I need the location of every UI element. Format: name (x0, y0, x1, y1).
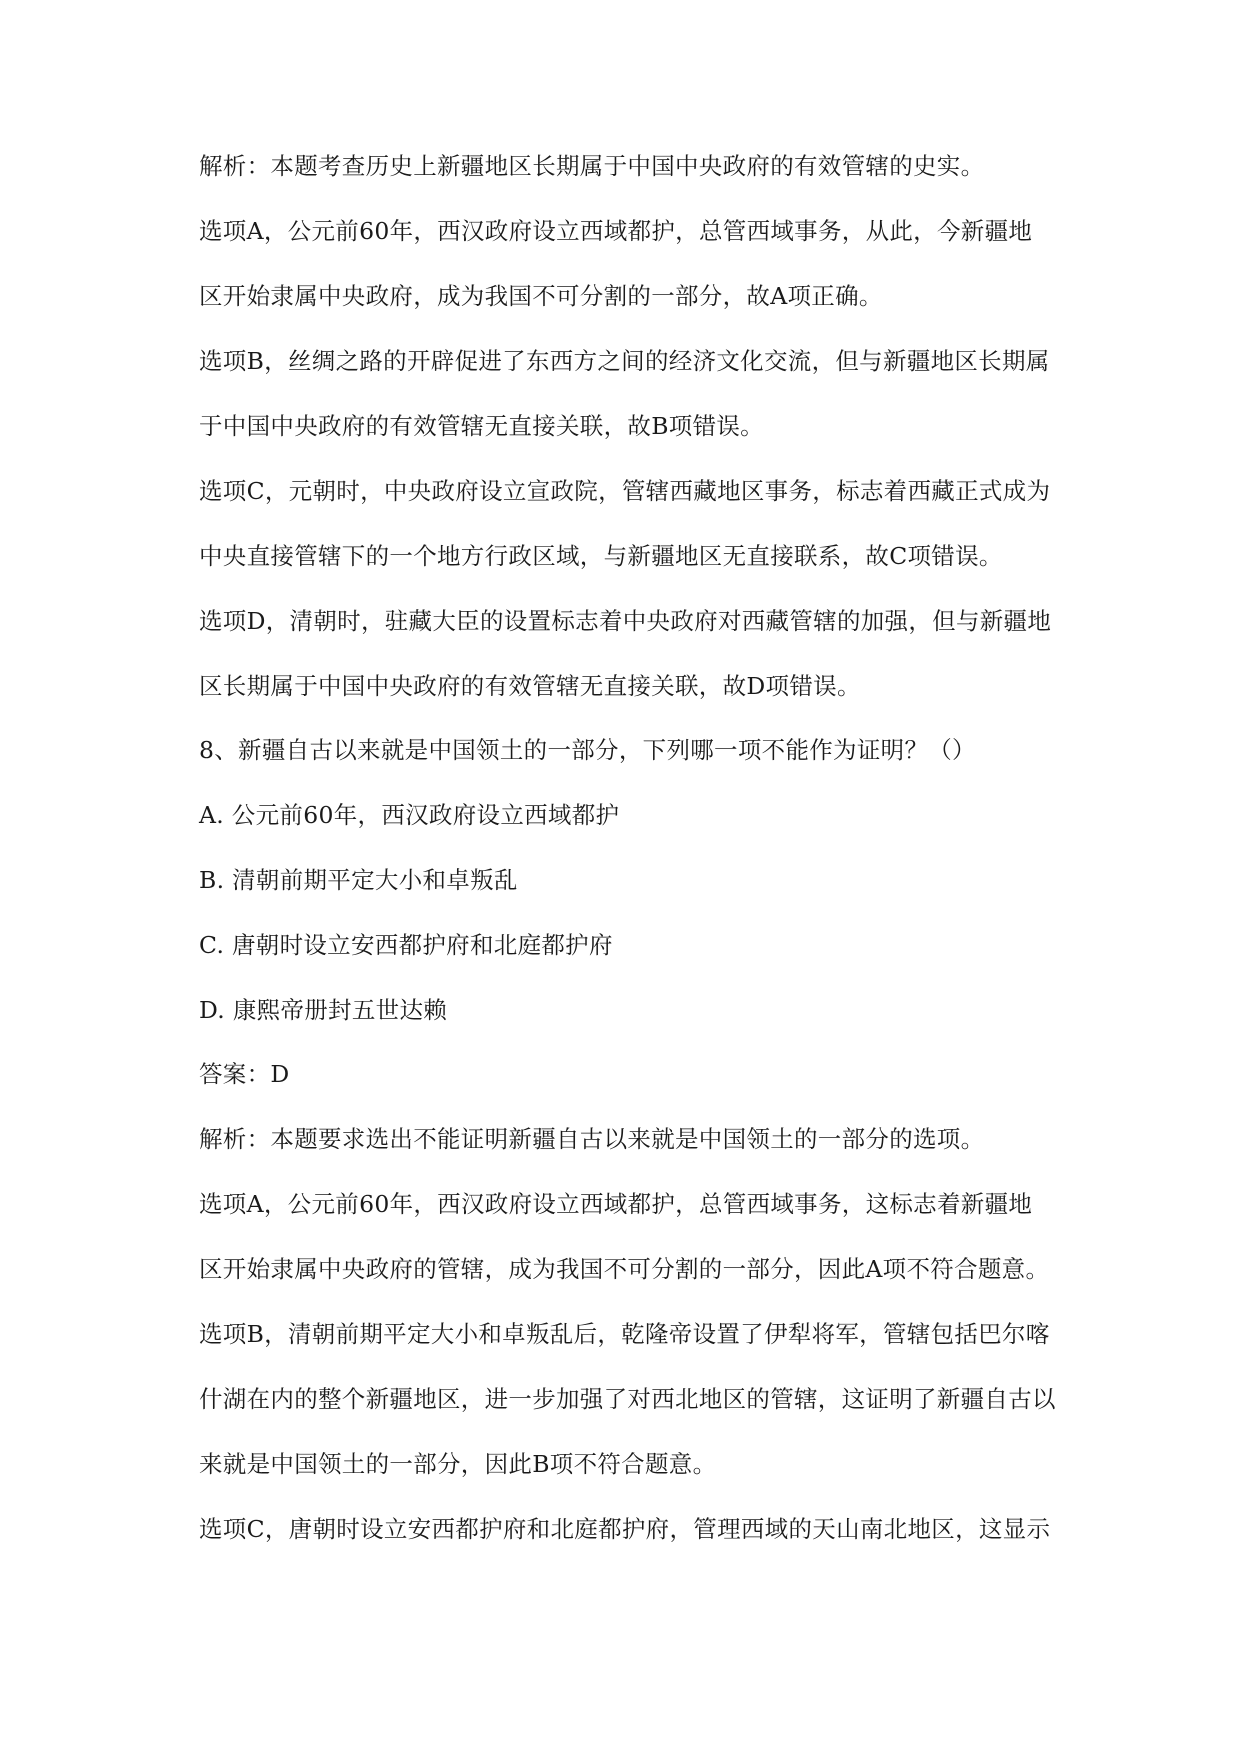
analysis-q8-option-c-line1: 选项C，唐朝时设立安西都护府和北庭都护府，管理西域的天山南北地区，这显示 (199, 1515, 1051, 1543)
analysis-q7-option-d-line1: 选项D，清朝时，驻藏大臣的设置标志着中央政府对西藏管辖的加强，但与新疆地 (199, 607, 1052, 635)
question-8-choice-b: B. 清朝前期平定大小和卓叛乱 (199, 866, 518, 894)
question-8-stem: 8、新疆自古以来就是中国领土的一部分，下列哪一项不能作为证明？（） (199, 736, 976, 764)
analysis-q8-option-a-line1: 选项A，公元前60年，西汉政府设立西域都护，总管西域事务，这标志着新疆地 (199, 1190, 1033, 1218)
question-8-choice-a: A. 公元前60年，西汉政府设立西域都护 (199, 801, 620, 829)
question-8-answer: 答案：D (199, 1060, 290, 1088)
question-8-choice-c: C. 唐朝时设立安西都护府和北庭都护府 (199, 931, 613, 959)
analysis-q7-option-d-line2: 区长期属于中国中央政府的有效管辖无直接关联，故D项错误。 (199, 672, 861, 700)
analysis-q8-option-b-line2: 什湖在内的整个新疆地区，进一步加强了对西北地区的管辖，这证明了新疆自古以 (199, 1385, 1056, 1413)
analysis-q7-option-a-line2: 区开始隶属中央政府，成为我国不可分割的一部分，故A项正确。 (199, 282, 883, 310)
analysis-q8-option-b-line1: 选项B，清朝前期平定大小和卓叛乱后，乾隆帝设置了伊犁将军，管辖包括巴尔喀 (199, 1320, 1050, 1348)
analysis-q7-intro: 解析：本题考查历史上新疆地区长期属于中国中央政府的有效管辖的史实。 (199, 152, 985, 180)
analysis-q8-option-b-line3: 来就是中国领土的一部分，因此B项不符合题意。 (199, 1450, 717, 1478)
analysis-q7-option-b-line1: 选项B，丝绸之路的开辟促进了东西方之间的经济文化交流，但与新疆地区长期属 (199, 347, 1050, 375)
analysis-q8-intro: 解析：本题要求选出不能证明新疆自古以来就是中国领土的一部分的选项。 (199, 1125, 985, 1153)
analysis-q7-option-a-line1: 选项A，公元前60年，西汉政府设立西域都护，总管西域事务，从此，今新疆地 (199, 217, 1033, 245)
analysis-q8-option-a-line2: 区开始隶属中央政府的管辖，成为我国不可分割的一部分，因此A项不符合题意。 (199, 1255, 1050, 1283)
question-8-choice-d: D. 康熙帝册封五世达赖 (199, 996, 448, 1024)
analysis-q7-option-c-line1: 选项C，元朝时，中央政府设立宣政院，管辖西藏地区事务，标志着西藏正式成为 (199, 477, 1051, 505)
analysis-q7-option-c-line2: 中央直接管辖下的一个地方行政区域，与新疆地区无直接联系，故C项错误。 (199, 542, 1003, 570)
analysis-q7-option-b-line2: 于中国中央政府的有效管辖无直接关联，故B项错误。 (199, 412, 764, 440)
